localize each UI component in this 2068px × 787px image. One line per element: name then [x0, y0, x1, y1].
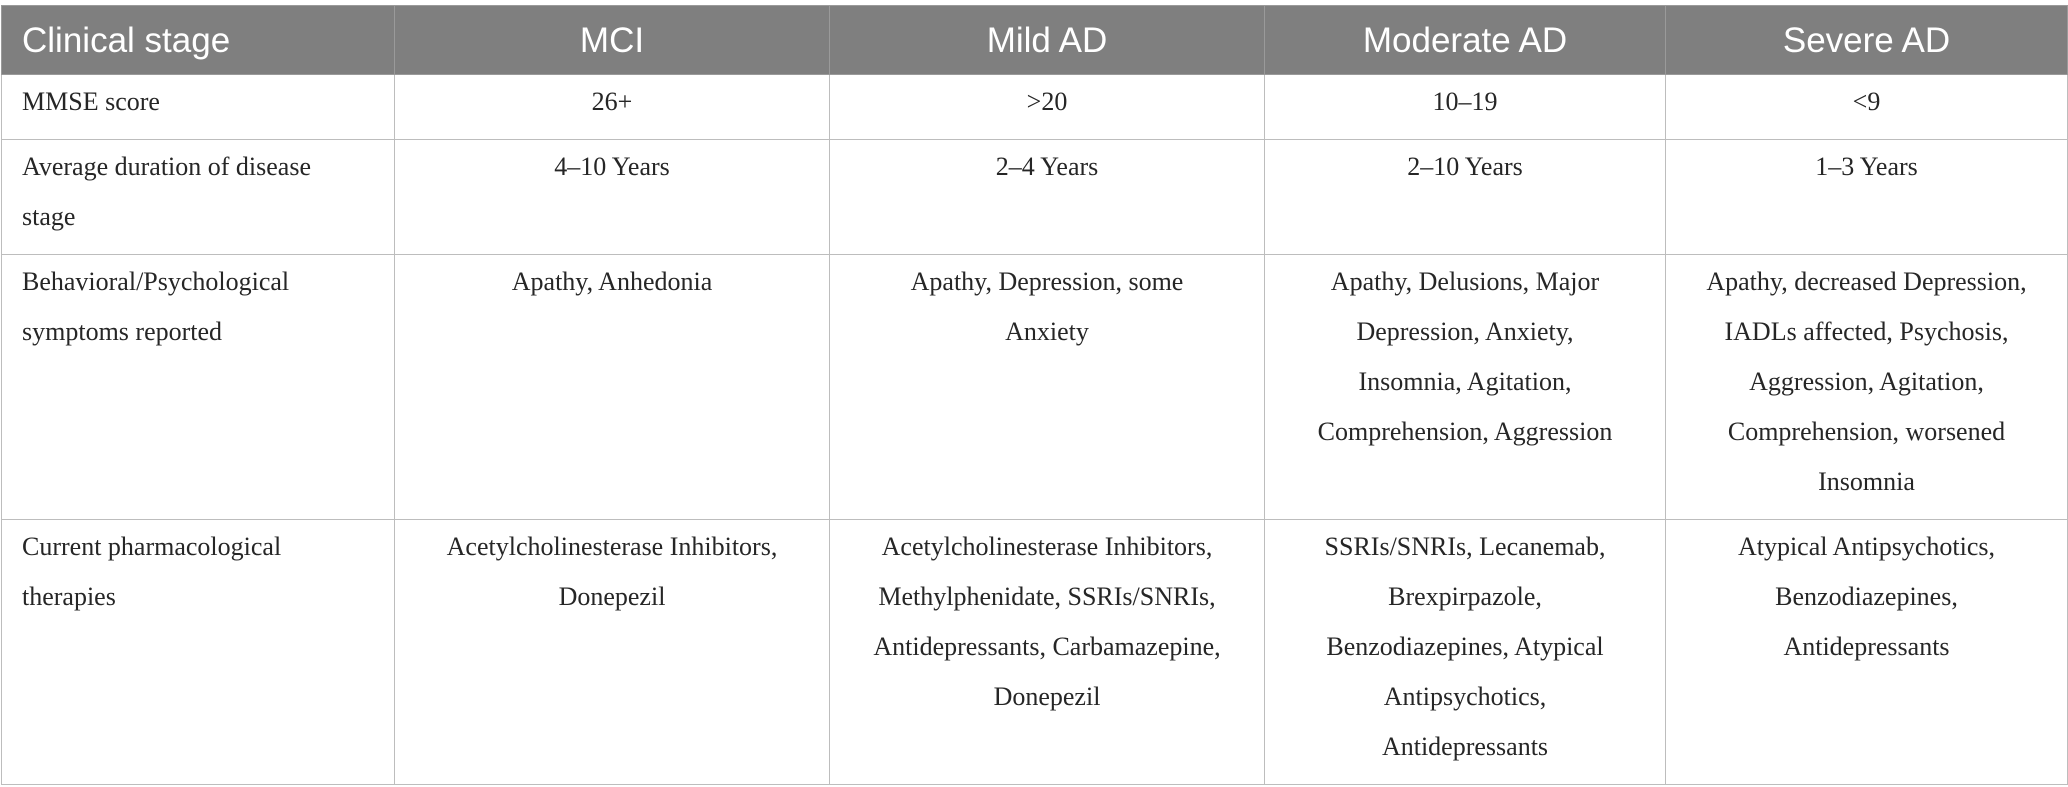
cell-line: Brexpirpazole, — [1388, 582, 1542, 611]
cell-line: Acetylcholinesterase Inhibitors, — [446, 532, 778, 561]
row-label-line: Behavioral/Psychological — [22, 267, 290, 296]
cell-line: Depression, Anxiety, — [1356, 317, 1574, 346]
cell-line: Apathy, Depression, some — [910, 267, 1184, 296]
row-label-line: MMSE score — [22, 87, 160, 116]
cell-line: Anxiety — [1005, 317, 1089, 346]
table-row-therapies — [2, 520, 2068, 785]
header-row — [2, 6, 2068, 75]
cell-line: Apathy, Delusions, Major — [1330, 267, 1600, 296]
cell-line: Donepezil — [558, 582, 666, 611]
cell-duration-severe — [1666, 140, 2068, 255]
header-severe-ad: Severe AD — [1666, 6, 2068, 75]
cell-mmse-mild — [830, 75, 1265, 140]
cell-line: Antidepressants, Carbamazepine, — [873, 632, 1221, 661]
cell-line: Antipsychotics, — [1383, 682, 1547, 711]
cell-line: Insomnia, Agitation, — [1358, 367, 1572, 396]
cell-therapies-moderate — [1265, 520, 1666, 785]
cell-therapies-mci — [395, 520, 830, 785]
cell-line: Donepezil — [993, 682, 1101, 711]
cell-line: IADLs affected, Psychosis, — [1724, 317, 2009, 346]
row-label-symptoms — [2, 255, 395, 520]
cell-therapies-severe — [1666, 520, 2068, 785]
cell-line: Methylphenidate, SSRIs/SNRIs, — [878, 582, 1216, 611]
cell-line: Antidepressants — [1783, 632, 1950, 661]
cell-line: Benzodiazepines, — [1775, 582, 1958, 611]
cell-therapies-mild — [830, 520, 1265, 785]
cell-line: Apathy, decreased Depression, — [1706, 267, 2027, 296]
cell-line: 2–4 Years — [995, 152, 1099, 181]
row-label-duration — [2, 140, 395, 255]
row-label-line: therapies — [22, 582, 116, 611]
table-row-duration — [2, 140, 2068, 255]
cell-symptoms-mild — [830, 255, 1265, 520]
cell-mmse-severe — [1666, 75, 2068, 140]
cell-line: Comprehension, Aggression — [1317, 417, 1613, 446]
table-row-mmse — [2, 75, 2068, 140]
row-label-line: Current pharmacological — [22, 532, 282, 561]
cell-line: 26+ — [591, 87, 633, 116]
header-mild-ad: Mild AD — [830, 6, 1265, 75]
cell-duration-mild — [830, 140, 1265, 255]
cell-line: 10–19 — [1432, 87, 1498, 116]
clinical-stage-table — [1, 5, 2068, 785]
cell-duration-mci — [395, 140, 830, 255]
row-label-therapies — [2, 520, 395, 785]
cell-line: SSRIs/SNRIs, Lecanemab, — [1324, 532, 1606, 561]
cell-line: Antidepressants — [1381, 732, 1549, 761]
cell-line: Acetylcholinesterase Inhibitors, — [881, 532, 1213, 561]
cell-symptoms-severe — [1666, 255, 2068, 520]
cell-line: Atypical Antipsychotics, — [1737, 532, 1996, 561]
cell-line: Aggression, Agitation, — [1749, 367, 1984, 396]
header-moderate-ad: Moderate AD — [1265, 6, 1666, 75]
table-row-symptoms — [2, 255, 2068, 520]
row-label-line: symptoms reported — [22, 317, 223, 346]
header-mci: MCI — [395, 6, 830, 75]
cell-mmse-moderate — [1265, 75, 1666, 140]
cell-line: Comprehension, worsened — [1727, 417, 2006, 446]
header-clinical-stage: Clinical stage — [2, 6, 395, 75]
cell-line: Apathy, Anhedonia — [511, 267, 713, 296]
cell-line: >20 — [1026, 87, 1068, 116]
row-label-line: Average duration of disease — [22, 152, 312, 181]
cell-line: Insomnia — [1818, 467, 1915, 496]
cell-line: 1–3 Years — [1815, 152, 1918, 181]
cell-line: Benzodiazepines, Atypical — [1326, 632, 1604, 661]
cell-line: <9 — [1852, 87, 1881, 116]
cell-symptoms-mci — [395, 255, 830, 520]
row-label-mmse — [2, 75, 395, 140]
row-label-line: stage — [22, 202, 76, 231]
cell-duration-moderate — [1265, 140, 1666, 255]
cell-line: 2–10 Years — [1407, 152, 1523, 181]
cell-mmse-mci — [395, 75, 830, 140]
cell-line: 4–10 Years — [554, 152, 670, 181]
cell-symptoms-moderate — [1265, 255, 1666, 520]
